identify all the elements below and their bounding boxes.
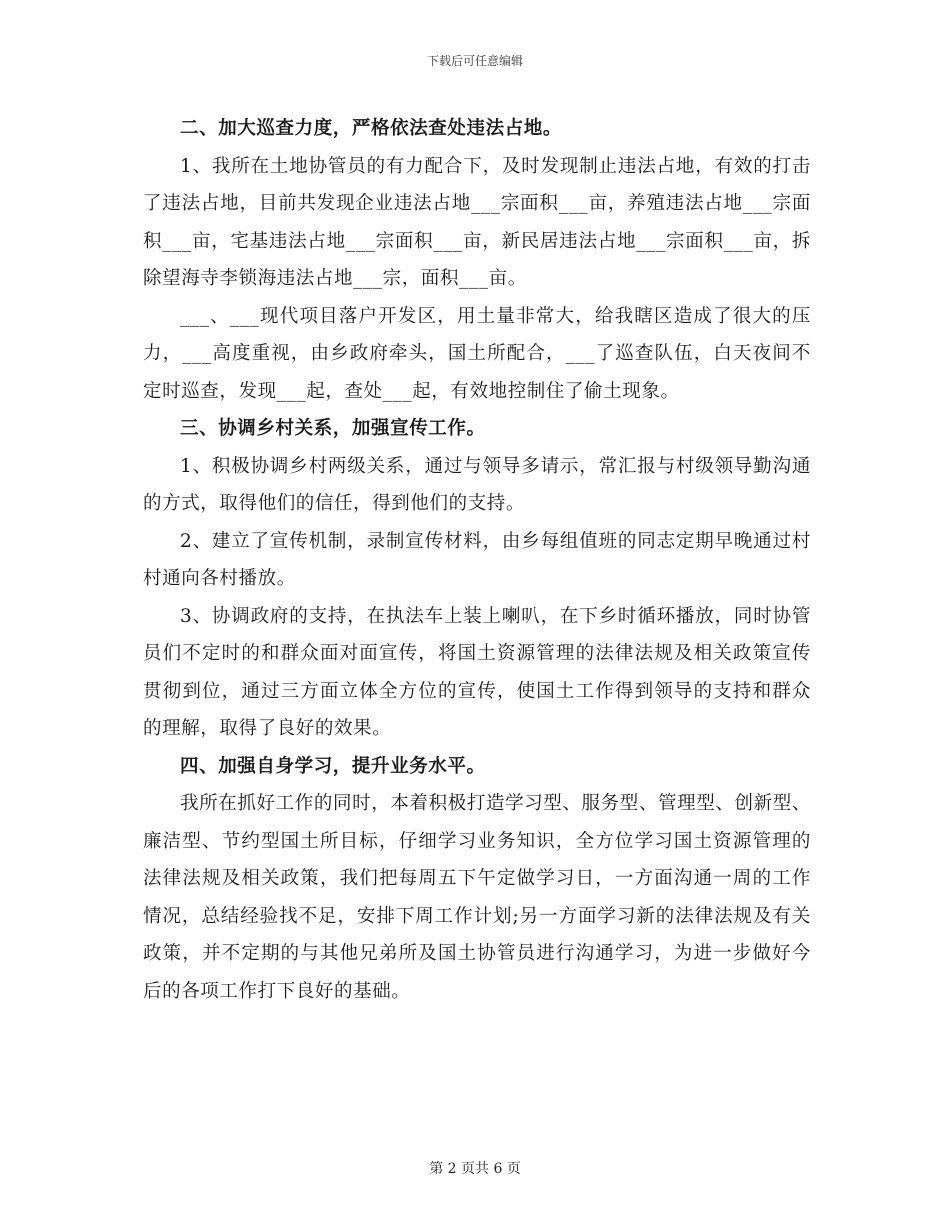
paragraph: 我所在抓好工作的同时，本着积极打造学习型、服务型、管理型、创新型、廉洁型、节约型国土所目标，仔细学习业务知识，全方位学习国土资源管理的法律法规及相关政策，我们把每周五下午定做学习日，一方面沟通一周的工作情况，总结经验找不足，安排下周工作计划;另一方面学习新的法律法规及有关政策，并不定期的与其他兄弟所及国土协管员进行沟通学习，为进一步做好今后的各项工作打下良好的基础。 <box>143 793 811 1002</box>
paragraph: 2、建立了宣传机制，录制宣传材料，由乡每组值班的同志定期早晚通过村村通向各村播放。 <box>143 530 811 589</box>
paragraph: 1、我所在土地协管员的有力配合下，及时发现制止违法占地，有效的打击了违法占地，目前共发现企业违法占地___宗面积___亩，养殖违法占地___宗面积___亩，宅基违法占地___宗面积___亩，新民居违法占地___宗面积___亩，拆除望海寺李锁海违法占地___宗，面积___亩。 <box>143 155 811 289</box>
section-heading-2: 二、加大巡查力度，严格依法查处违法占地。 <box>180 118 563 139</box>
document-body <box>143 110 811 1010</box>
paragraph: 1、积极协调乡村两级关系，通过与领导多请示，常汇报与村级领导勤沟通的方式，取得他们的信任，得到他们的支持。 <box>143 455 811 514</box>
paragraph: 3、协调政府的支持，在执法车上装上喇叭，在下乡时循环播放，同时协管员们不定时的和群众面对面宣传，将国土资源管理的法律法规及相关政策宣传贯彻到位，通过三方面立体全方位的宣传，使国土工作得到领导的支持和群众的理解，取得了良好的效果。 <box>143 605 811 739</box>
section-heading-3: 三、协调乡村关系，加强宣传工作。 <box>180 418 486 439</box>
page-header: 下载后可任意编辑 <box>426 54 523 68</box>
section-heading-4: 四、加强自身学习，提升业务水平。 <box>180 755 486 777</box>
page-number-footer: 第 2 页共 6 页 <box>429 1161 521 1177</box>
paragraph: ___、___现代项目落户开发区，用土量非常大，给我瞎区造成了很大的压力，___高度重视，由乡政府牵头，国土所配合，___了巡查队伍，白天夜间不定时巡查，发现___起，查处___起，有效地控制住了偷土现象。 <box>143 305 811 402</box>
